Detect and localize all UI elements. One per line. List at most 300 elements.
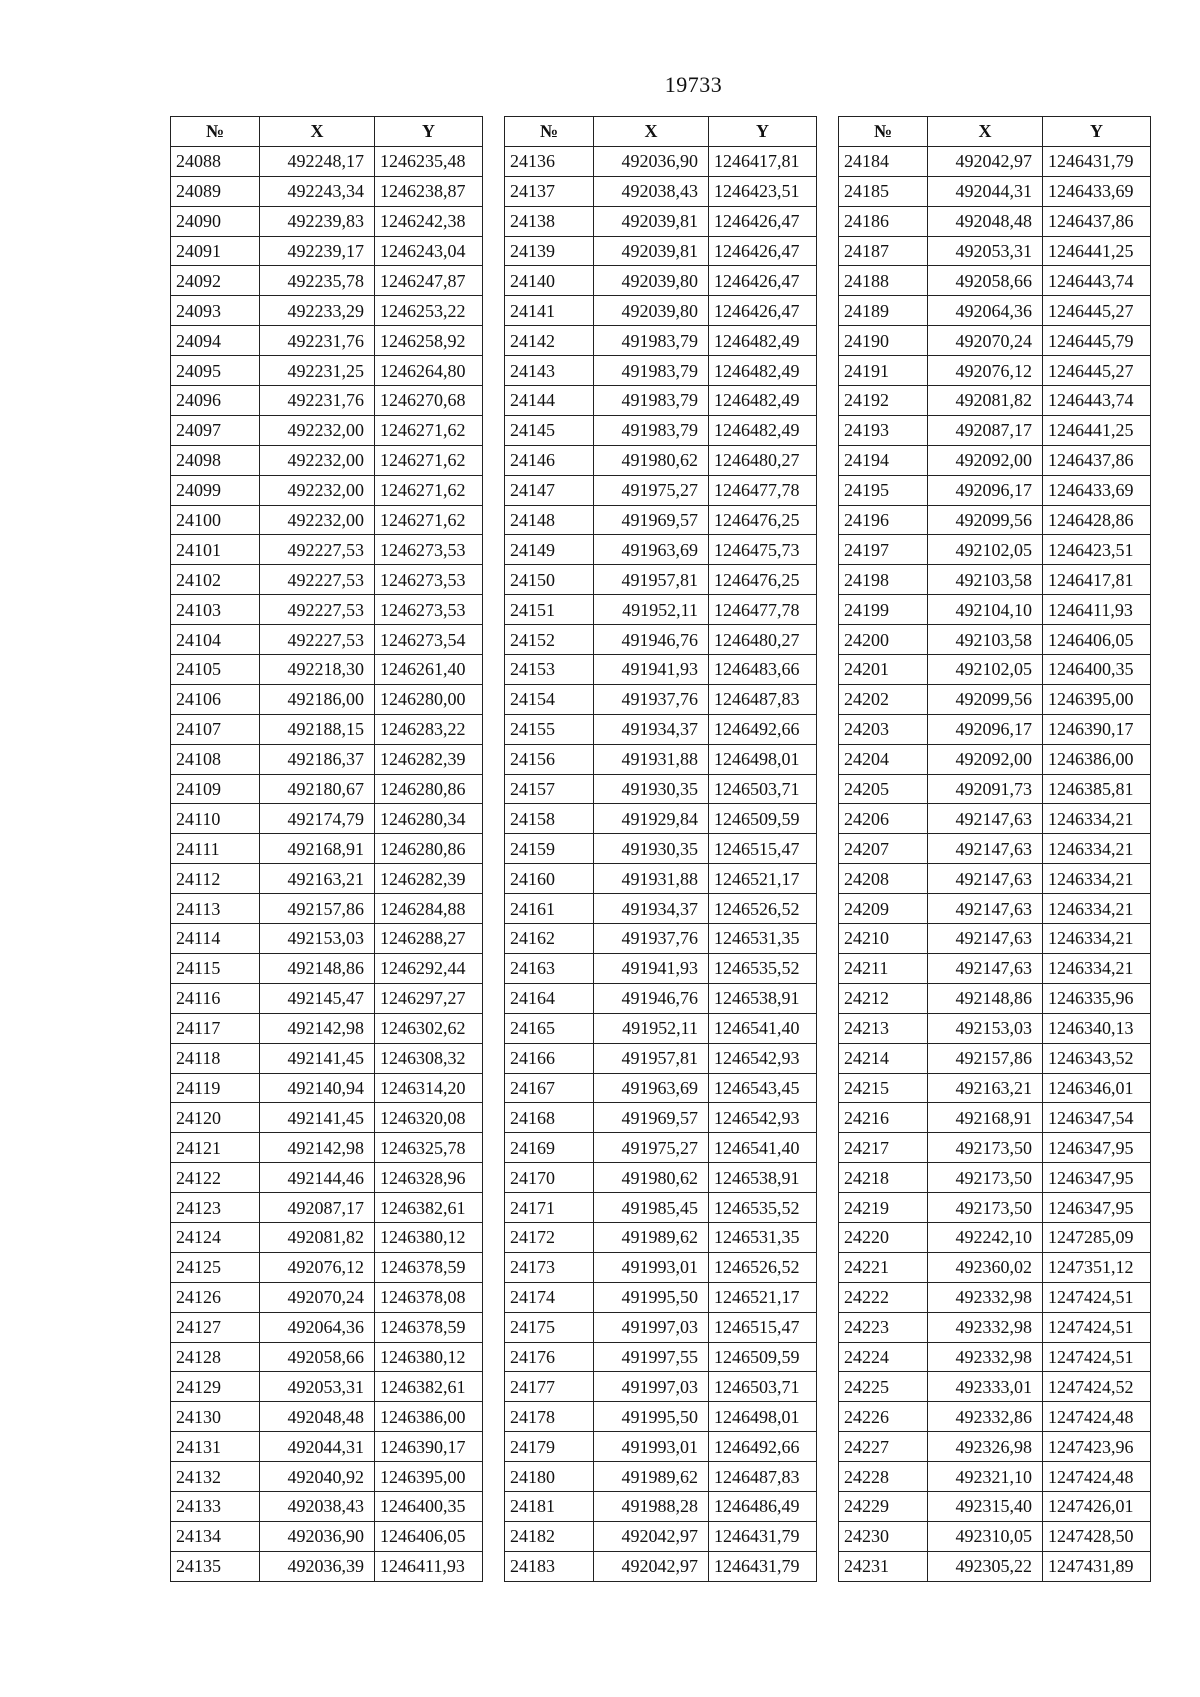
- point-number-cell: 24139: [505, 236, 594, 266]
- y-coordinate-cell: 1246400,35: [1043, 655, 1151, 685]
- y-header: Y: [375, 117, 483, 147]
- table-row: [505, 296, 817, 326]
- table-row: [839, 146, 1151, 176]
- point-number-cell: 24184: [839, 146, 928, 176]
- point-number-cell: 24194: [839, 445, 928, 475]
- table-row: [839, 1491, 1151, 1521]
- y-coordinate-cell: 1246264,80: [375, 356, 483, 386]
- table-row: [171, 924, 483, 954]
- y-coordinate-cell: 1246411,93: [1043, 595, 1151, 625]
- y-coordinate-cell: 1246235,48: [375, 146, 483, 176]
- table-row: [171, 505, 483, 535]
- point-number-cell: 24162: [505, 924, 594, 954]
- x-coordinate-cell: 491983,79: [594, 326, 709, 356]
- point-number-cell: 24207: [839, 834, 928, 864]
- table-row: [171, 176, 483, 206]
- x-coordinate-cell: 492168,91: [928, 1103, 1043, 1133]
- x-coordinate-cell: 491993,01: [594, 1432, 709, 1462]
- table-row: [839, 1222, 1151, 1252]
- y-coordinate-cell: 1246271,62: [375, 445, 483, 475]
- y-coordinate-cell: 1246509,59: [709, 804, 817, 834]
- point-number-cell: 24200: [839, 625, 928, 655]
- point-number-cell: 24130: [171, 1402, 260, 1432]
- table-row: [839, 266, 1151, 296]
- x-coordinate-cell: 491937,76: [594, 684, 709, 714]
- y-coordinate-cell: 1246386,00: [375, 1402, 483, 1432]
- y-coordinate-cell: 1246314,20: [375, 1073, 483, 1103]
- x-coordinate-cell: 492081,82: [928, 386, 1043, 416]
- table-row: [839, 1551, 1151, 1581]
- x-coordinate-cell: 491937,76: [594, 924, 709, 954]
- table-row: [171, 655, 483, 685]
- y-coordinate-cell: 1246385,81: [1043, 774, 1151, 804]
- table-row: [839, 953, 1151, 983]
- x-coordinate-cell: 492036,39: [260, 1551, 375, 1581]
- table-row: [171, 1462, 483, 1492]
- point-number-cell: 24133: [171, 1491, 260, 1521]
- table-row: [171, 595, 483, 625]
- x-coordinate-cell: 492099,56: [928, 684, 1043, 714]
- y-coordinate-cell: 1246280,00: [375, 684, 483, 714]
- table-row: [171, 415, 483, 445]
- point-number-cell: 24187: [839, 236, 928, 266]
- point-number-cell: 24222: [839, 1282, 928, 1312]
- table-row: [505, 1193, 817, 1223]
- y-coordinate-cell: 1246441,25: [1043, 236, 1151, 266]
- point-number-cell: 24195: [839, 475, 928, 505]
- table-row: [839, 744, 1151, 774]
- point-number-cell: 24143: [505, 356, 594, 386]
- point-number-cell: 24149: [505, 535, 594, 565]
- y-coordinate-cell: 1246426,47: [709, 236, 817, 266]
- y-coordinate-cell: 1246390,17: [375, 1432, 483, 1462]
- table-row: [505, 1282, 817, 1312]
- y-coordinate-cell: 1246273,53: [375, 595, 483, 625]
- table-row: [505, 774, 817, 804]
- table-row: [171, 475, 483, 505]
- table-row: [839, 1133, 1151, 1163]
- point-number-cell: 24145: [505, 415, 594, 445]
- y-coordinate-cell: 1246347,95: [1043, 1193, 1151, 1223]
- point-number-cell: 24094: [171, 326, 260, 356]
- y-coordinate-cell: 1246503,71: [709, 774, 817, 804]
- y-coordinate-cell: 1246538,91: [709, 983, 817, 1013]
- y-coordinate-cell: 1246406,05: [375, 1521, 483, 1551]
- y-coordinate-cell: 1246515,47: [709, 834, 817, 864]
- y-coordinate-cell: 1246280,86: [375, 774, 483, 804]
- x-coordinate-cell: 491980,62: [594, 445, 709, 475]
- y-coordinate-cell: 1246445,79: [1043, 326, 1151, 356]
- y-coordinate-cell: 1246346,01: [1043, 1073, 1151, 1103]
- table-row: [505, 505, 817, 535]
- x-coordinate-cell: 492173,50: [928, 1193, 1043, 1223]
- table-row: [171, 894, 483, 924]
- point-number-cell: 24118: [171, 1043, 260, 1073]
- x-coordinate-cell: 492232,00: [260, 415, 375, 445]
- x-coordinate-cell: 492140,94: [260, 1073, 375, 1103]
- y-coordinate-cell: 1246423,51: [709, 176, 817, 206]
- point-number-cell: 24218: [839, 1163, 928, 1193]
- x-coordinate-cell: 491963,69: [594, 535, 709, 565]
- x-coordinate-cell: 492145,47: [260, 983, 375, 1013]
- number-header: №: [839, 117, 928, 147]
- y-coordinate-cell: 1246382,61: [375, 1372, 483, 1402]
- table-row: [839, 1342, 1151, 1372]
- x-coordinate-cell: 491957,81: [594, 1043, 709, 1073]
- point-number-cell: 24228: [839, 1462, 928, 1492]
- y-coordinate-cell: 1246280,86: [375, 834, 483, 864]
- x-coordinate-cell: 492227,53: [260, 625, 375, 655]
- x-coordinate-cell: 491969,57: [594, 505, 709, 535]
- table-row: [171, 1342, 483, 1372]
- table-row: [171, 953, 483, 983]
- x-coordinate-cell: 492310,05: [928, 1521, 1043, 1551]
- y-coordinate-cell: 1246243,04: [375, 236, 483, 266]
- table-row: [505, 1013, 817, 1043]
- x-coordinate-cell: 492173,50: [928, 1163, 1043, 1193]
- point-number-cell: 24101: [171, 535, 260, 565]
- point-number-cell: 24134: [171, 1521, 260, 1551]
- point-number-cell: 24167: [505, 1073, 594, 1103]
- x-coordinate-cell: 492036,90: [260, 1521, 375, 1551]
- header-row: [839, 117, 1151, 147]
- point-number-cell: 24112: [171, 864, 260, 894]
- point-number-cell: 24196: [839, 505, 928, 535]
- y-coordinate-cell: 1246378,59: [375, 1252, 483, 1282]
- number-header: №: [505, 117, 594, 147]
- table-row: [839, 864, 1151, 894]
- table-row: [505, 983, 817, 1013]
- table-row: [171, 744, 483, 774]
- y-coordinate-cell: 1246509,59: [709, 1342, 817, 1372]
- x-coordinate-cell: 492242,10: [928, 1222, 1043, 1252]
- x-coordinate-cell: 492173,50: [928, 1133, 1043, 1163]
- y-coordinate-cell: 1246526,52: [709, 894, 817, 924]
- x-coordinate-cell: 492092,00: [928, 744, 1043, 774]
- point-number-cell: 24151: [505, 595, 594, 625]
- point-number-cell: 24231: [839, 1551, 928, 1581]
- x-coordinate-cell: 492239,17: [260, 236, 375, 266]
- point-number-cell: 24208: [839, 864, 928, 894]
- table-row: [171, 1163, 483, 1193]
- table-row: [171, 804, 483, 834]
- x-coordinate-cell: 492039,81: [594, 206, 709, 236]
- y-coordinate-cell: 1246271,62: [375, 415, 483, 445]
- x-header: X: [594, 117, 709, 147]
- point-number-cell: 24221: [839, 1252, 928, 1282]
- point-number-cell: 24176: [505, 1342, 594, 1372]
- y-coordinate-cell: 1246515,47: [709, 1312, 817, 1342]
- table-row: [839, 565, 1151, 595]
- table-row: [839, 1013, 1151, 1043]
- point-number-cell: 24179: [505, 1432, 594, 1462]
- table-row: [839, 894, 1151, 924]
- y-coordinate-cell: 1246543,45: [709, 1073, 817, 1103]
- table-row: [505, 266, 817, 296]
- x-coordinate-cell: 492232,00: [260, 505, 375, 535]
- point-number-cell: 24141: [505, 296, 594, 326]
- table-row: [171, 206, 483, 236]
- y-coordinate-cell: 1246334,21: [1043, 834, 1151, 864]
- y-coordinate-cell: 1246400,35: [375, 1491, 483, 1521]
- table-row: [839, 1521, 1151, 1551]
- table-row: [505, 146, 817, 176]
- table-row: [171, 266, 483, 296]
- table-row: [505, 445, 817, 475]
- point-number-cell: 24217: [839, 1133, 928, 1163]
- point-number-cell: 24090: [171, 206, 260, 236]
- y-coordinate-cell: 1247285,09: [1043, 1222, 1151, 1252]
- point-number-cell: 24182: [505, 1521, 594, 1551]
- table-row: [839, 924, 1151, 954]
- header-row: [505, 117, 817, 147]
- point-number-cell: 24220: [839, 1222, 928, 1252]
- y-coordinate-cell: 1246476,25: [709, 565, 817, 595]
- x-coordinate-cell: 492248,17: [260, 146, 375, 176]
- table-row: [505, 894, 817, 924]
- y-coordinate-cell: 1246428,86: [1043, 505, 1151, 535]
- y-coordinate-cell: 1246242,38: [375, 206, 483, 236]
- x-coordinate-cell: 492142,98: [260, 1013, 375, 1043]
- y-coordinate-cell: 1246417,81: [1043, 565, 1151, 595]
- table-row: [839, 1462, 1151, 1492]
- point-number-cell: 24155: [505, 714, 594, 744]
- y-coordinate-cell: 1246483,66: [709, 655, 817, 685]
- x-coordinate-cell: 492326,98: [928, 1432, 1043, 1462]
- table-row: [171, 1402, 483, 1432]
- y-coordinate-cell: 1246482,49: [709, 326, 817, 356]
- y-coordinate-cell: 1247431,89: [1043, 1551, 1151, 1581]
- y-coordinate-cell: 1246445,27: [1043, 356, 1151, 386]
- table-row: [839, 415, 1151, 445]
- y-coordinate-cell: 1246390,17: [1043, 714, 1151, 744]
- point-number-cell: 24107: [171, 714, 260, 744]
- point-number-cell: 24105: [171, 655, 260, 685]
- x-coordinate-cell: 492076,12: [260, 1252, 375, 1282]
- point-number-cell: 24092: [171, 266, 260, 296]
- y-coordinate-cell: 1246253,22: [375, 296, 483, 326]
- x-coordinate-cell: 491975,27: [594, 475, 709, 505]
- point-number-cell: 24095: [171, 356, 260, 386]
- point-number-cell: 24203: [839, 714, 928, 744]
- x-coordinate-cell: 492042,97: [594, 1521, 709, 1551]
- point-number-cell: 24225: [839, 1372, 928, 1402]
- table-row: [171, 1312, 483, 1342]
- point-number-cell: 24174: [505, 1282, 594, 1312]
- y-coordinate-cell: 1246541,40: [709, 1013, 817, 1043]
- table-row: [505, 1551, 817, 1581]
- table-row: [505, 834, 817, 864]
- table-row: [171, 714, 483, 744]
- y-coordinate-cell: 1246445,27: [1043, 296, 1151, 326]
- table-row: [171, 386, 483, 416]
- x-coordinate-cell: 491983,79: [594, 386, 709, 416]
- point-number-cell: 24164: [505, 983, 594, 1013]
- point-number-cell: 24186: [839, 206, 928, 236]
- point-number-cell: 24156: [505, 744, 594, 774]
- point-number-cell: 24152: [505, 625, 594, 655]
- point-number-cell: 24202: [839, 684, 928, 714]
- y-coordinate-cell: 1246482,49: [709, 415, 817, 445]
- x-coordinate-cell: 491963,69: [594, 1073, 709, 1103]
- table-row: [839, 834, 1151, 864]
- point-number-cell: 24230: [839, 1521, 928, 1551]
- table-row: [839, 1163, 1151, 1193]
- point-number-cell: 24226: [839, 1402, 928, 1432]
- table-row: [839, 445, 1151, 475]
- y-coordinate-cell: 1246271,62: [375, 505, 483, 535]
- y-coordinate-cell: 1246308,32: [375, 1043, 483, 1073]
- point-number-cell: 24148: [505, 505, 594, 535]
- point-number-cell: 24129: [171, 1372, 260, 1402]
- table-row: [171, 1103, 483, 1133]
- point-number-cell: 24170: [505, 1163, 594, 1193]
- x-coordinate-cell: 491941,93: [594, 655, 709, 685]
- x-coordinate-cell: 492141,45: [260, 1103, 375, 1133]
- table-row: [505, 176, 817, 206]
- y-coordinate-cell: 1246334,21: [1043, 864, 1151, 894]
- x-coordinate-cell: 491952,11: [594, 595, 709, 625]
- point-number-cell: 24219: [839, 1193, 928, 1223]
- x-coordinate-cell: 492321,10: [928, 1462, 1043, 1492]
- x-coordinate-cell: 492039,80: [594, 266, 709, 296]
- table-row: [505, 655, 817, 685]
- point-number-cell: 24108: [171, 744, 260, 774]
- point-number-cell: 24204: [839, 744, 928, 774]
- x-coordinate-cell: 492096,17: [928, 475, 1043, 505]
- x-coordinate-cell: 492039,80: [594, 296, 709, 326]
- x-coordinate-cell: 492087,17: [928, 415, 1043, 445]
- y-coordinate-cell: 1246378,59: [375, 1312, 483, 1342]
- y-coordinate-cell: 1246431,79: [709, 1551, 817, 1581]
- table-row: [171, 1013, 483, 1043]
- x-coordinate-cell: 492038,43: [260, 1491, 375, 1521]
- x-coordinate-cell: 492180,67: [260, 774, 375, 804]
- table-row: [839, 1372, 1151, 1402]
- table-row: [839, 206, 1151, 236]
- point-number-cell: 24223: [839, 1312, 928, 1342]
- table-row: [171, 326, 483, 356]
- table-row: [505, 206, 817, 236]
- table-row: [505, 475, 817, 505]
- y-coordinate-cell: 1246395,00: [1043, 684, 1151, 714]
- table-row: [839, 1252, 1151, 1282]
- x-coordinate-cell: 492232,00: [260, 475, 375, 505]
- point-number-cell: 24177: [505, 1372, 594, 1402]
- x-coordinate-cell: 492096,17: [928, 714, 1043, 744]
- table-row: [171, 1521, 483, 1551]
- x-header: X: [260, 117, 375, 147]
- point-number-cell: 24154: [505, 684, 594, 714]
- y-coordinate-cell: 1246431,79: [1043, 146, 1151, 176]
- x-coordinate-cell: 492076,12: [928, 356, 1043, 386]
- y-coordinate-cell: 1246378,08: [375, 1282, 483, 1312]
- x-coordinate-cell: 492227,53: [260, 565, 375, 595]
- y-coordinate-cell: 1247351,12: [1043, 1252, 1151, 1282]
- point-number-cell: 24150: [505, 565, 594, 595]
- x-coordinate-cell: 491975,27: [594, 1133, 709, 1163]
- point-number-cell: 24120: [171, 1103, 260, 1133]
- x-coordinate-cell: 492064,36: [260, 1312, 375, 1342]
- table-row: [505, 1133, 817, 1163]
- x-coordinate-cell: 491934,37: [594, 894, 709, 924]
- x-coordinate-cell: 492103,58: [928, 565, 1043, 595]
- table-row: [505, 714, 817, 744]
- point-number-cell: 24099: [171, 475, 260, 505]
- point-number-cell: 24122: [171, 1163, 260, 1193]
- point-number-cell: 24189: [839, 296, 928, 326]
- y-coordinate-cell: 1246325,78: [375, 1133, 483, 1163]
- point-number-cell: 24115: [171, 953, 260, 983]
- y-coordinate-cell: 1246426,47: [709, 266, 817, 296]
- x-coordinate-cell: 492044,31: [260, 1432, 375, 1462]
- point-number-cell: 24146: [505, 445, 594, 475]
- point-number-cell: 24110: [171, 804, 260, 834]
- table-row: [171, 834, 483, 864]
- x-coordinate-cell: 492070,24: [928, 326, 1043, 356]
- x-coordinate-cell: 492243,34: [260, 176, 375, 206]
- table-row: [839, 386, 1151, 416]
- point-number-cell: 24132: [171, 1462, 260, 1492]
- y-coordinate-cell: 1246238,87: [375, 176, 483, 206]
- y-coordinate-cell: 1246531,35: [709, 924, 817, 954]
- point-number-cell: 24160: [505, 864, 594, 894]
- table-row: [171, 1252, 483, 1282]
- table-row: [171, 356, 483, 386]
- x-coordinate-cell: 492148,86: [260, 953, 375, 983]
- table-row: [171, 1043, 483, 1073]
- y-coordinate-cell: 1246423,51: [1043, 535, 1151, 565]
- x-coordinate-cell: 491946,76: [594, 983, 709, 1013]
- y-coordinate-cell: 1246247,87: [375, 266, 483, 296]
- y-coordinate-cell: 1246542,93: [709, 1043, 817, 1073]
- table-row: [839, 535, 1151, 565]
- x-coordinate-cell: 492147,63: [928, 834, 1043, 864]
- x-coordinate-cell: 492153,03: [928, 1013, 1043, 1043]
- x-coordinate-cell: 491995,50: [594, 1402, 709, 1432]
- y-coordinate-cell: 1246297,27: [375, 983, 483, 1013]
- point-number-cell: 24190: [839, 326, 928, 356]
- point-number-cell: 24192: [839, 386, 928, 416]
- number-header: №: [171, 117, 260, 147]
- point-number-cell: 24124: [171, 1222, 260, 1252]
- x-coordinate-cell: 491957,81: [594, 565, 709, 595]
- table-row: [171, 1133, 483, 1163]
- point-number-cell: 24198: [839, 565, 928, 595]
- point-number-cell: 24180: [505, 1462, 594, 1492]
- table-row: [505, 864, 817, 894]
- x-coordinate-cell: 492099,56: [928, 505, 1043, 535]
- x-coordinate-cell: 492332,98: [928, 1312, 1043, 1342]
- x-coordinate-cell: 492036,90: [594, 146, 709, 176]
- point-number-cell: 24178: [505, 1402, 594, 1432]
- point-number-cell: 24172: [505, 1222, 594, 1252]
- point-number-cell: 24209: [839, 894, 928, 924]
- x-coordinate-cell: 492333,01: [928, 1372, 1043, 1402]
- table-row: [839, 1103, 1151, 1133]
- table-row: [505, 236, 817, 266]
- x-coordinate-cell: 492039,81: [594, 236, 709, 266]
- x-coordinate-cell: 492058,66: [928, 266, 1043, 296]
- point-number-cell: 24089: [171, 176, 260, 206]
- y-coordinate-cell: 1246475,73: [709, 535, 817, 565]
- point-number-cell: 24091: [171, 236, 260, 266]
- x-coordinate-cell: 492153,03: [260, 924, 375, 954]
- table-row: [839, 326, 1151, 356]
- x-coordinate-cell: 492040,92: [260, 1462, 375, 1492]
- y-coordinate-cell: 1246526,52: [709, 1252, 817, 1282]
- point-number-cell: 24125: [171, 1252, 260, 1282]
